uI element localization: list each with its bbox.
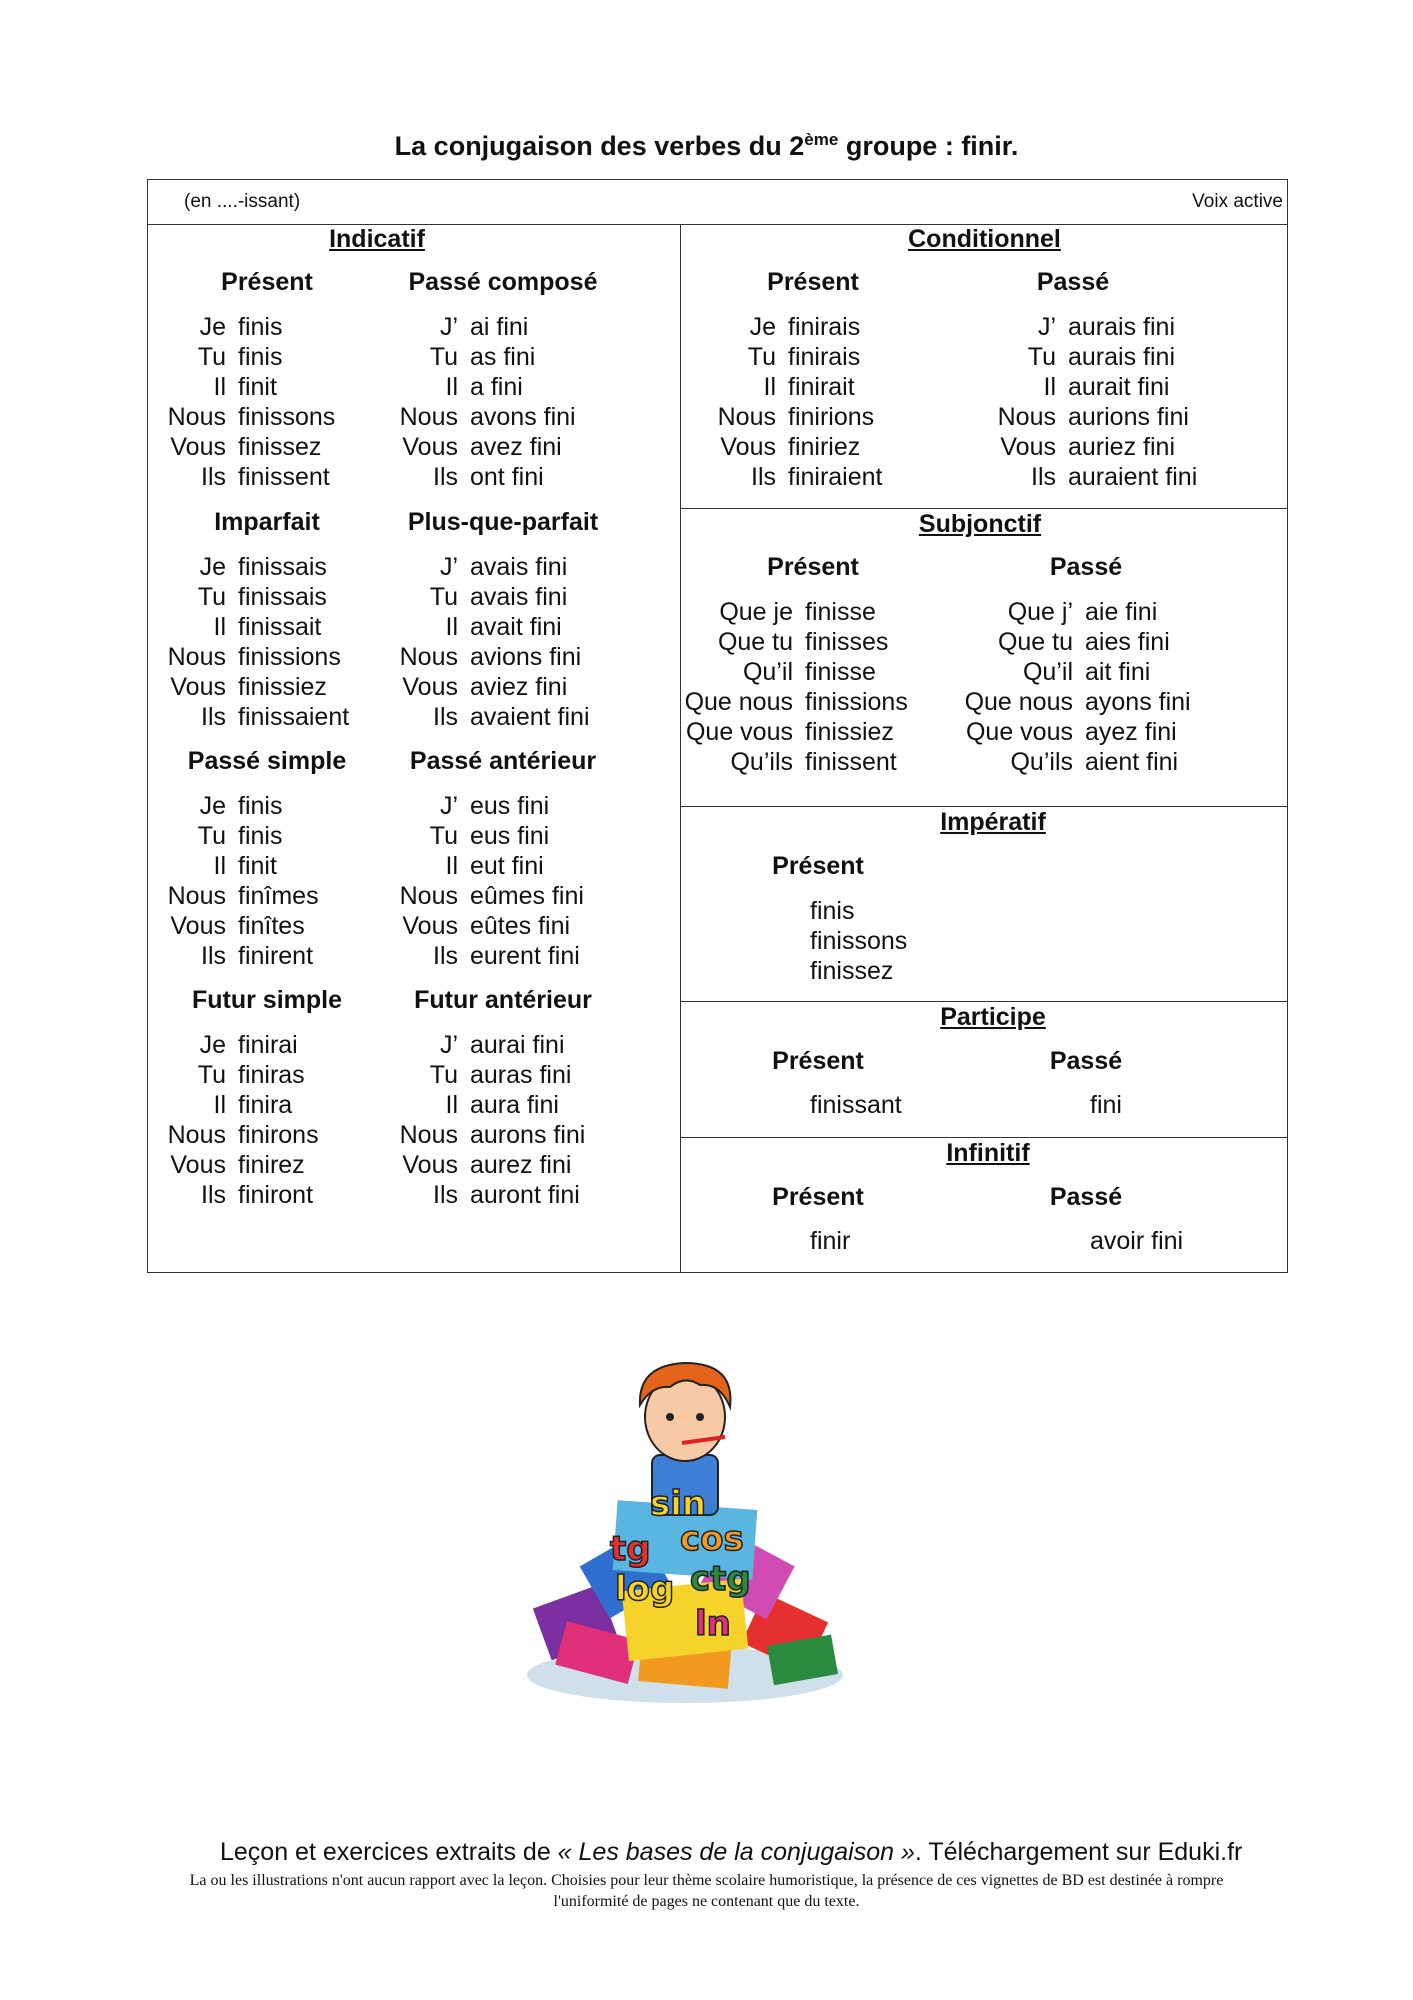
conjugation-row [958, 717, 1191, 747]
pronoun: Vous [402, 912, 458, 940]
imperatif-present-heading: Présent [772, 852, 864, 880]
conjugation-row [380, 1180, 585, 1210]
pronoun: Tu [1027, 343, 1056, 371]
verb-form: aurait fini [1068, 373, 1170, 401]
infinitif-passe [1090, 1226, 1183, 1256]
tense-heading: Présent [767, 268, 859, 296]
verb-form: finisses [805, 628, 889, 656]
infinitif-title: Infinitif [946, 1139, 1030, 1167]
conjugation-list [380, 791, 584, 971]
pronoun: Il [763, 373, 776, 401]
participe-present-heading: Présent [772, 1047, 864, 1075]
imperatif-form: finis [810, 897, 855, 925]
verb-form: avaient fini [470, 703, 590, 731]
conjugation-row [380, 552, 590, 582]
pronoun: Nous [167, 643, 226, 671]
pronoun: Ils [433, 942, 458, 970]
disclaimer-line: l'uniformité de pages ne contenant que du texte. [553, 1893, 860, 1910]
verb-form: finirai [238, 1031, 298, 1059]
pronoun: Il [445, 1091, 458, 1119]
footer-disclaimer [0, 1870, 1413, 1912]
tense-heading: Présent [221, 268, 313, 296]
pronoun: Ils [201, 463, 226, 491]
letters-ctg: ctg [690, 1559, 751, 1599]
infinitif-present-heading: Présent [772, 1183, 864, 1211]
verb-form: finis [238, 822, 283, 850]
conjugation-list [680, 597, 908, 777]
verb-form: finissiez [805, 718, 894, 746]
pronoun: Vous [402, 1151, 458, 1179]
imperatif-title: Impératif [940, 808, 1046, 836]
pronoun: Il [213, 373, 226, 401]
conjugation-row [380, 1150, 585, 1180]
pronoun: Je [199, 313, 226, 341]
conjugation-row [958, 687, 1191, 717]
verb-form: finiriez [788, 433, 861, 461]
verb-form: aurions fini [1068, 403, 1189, 431]
verb-form: aviez fini [470, 673, 568, 701]
verb-form: finisse [805, 598, 876, 626]
infinitif-passe-form: avoir fini [1090, 1227, 1184, 1255]
pronoun: J’ [439, 792, 458, 820]
pronoun: J’ [439, 553, 458, 581]
pronoun: Je [199, 553, 226, 581]
conjugation-row [148, 702, 349, 732]
conjugation-row [680, 657, 908, 687]
conjugation-row [380, 312, 576, 342]
verb-form: finissent [805, 748, 897, 776]
conjugation-row [148, 342, 335, 372]
pronoun: Je [199, 792, 226, 820]
verb-form: finis [238, 313, 283, 341]
tense-heading: Futur simple [191, 986, 342, 1014]
page-title: La conjugaison des verbes du 2ème groupe : finir. [394, 130, 1019, 161]
pronoun: Tu [429, 822, 458, 850]
pronoun: Ils [433, 1181, 458, 1209]
pronoun: Tu [197, 583, 226, 611]
verb-form: aurais fini [1068, 313, 1175, 341]
conjugation-row [380, 432, 576, 462]
conjugation-row [380, 1120, 585, 1150]
pronoun: Ils [1031, 463, 1056, 491]
verb-form: auras fini [470, 1061, 572, 1089]
disclaimer-line: La ou les illustrations n'ont aucun rapport avec la leçon. Choisies pour leur thème scolaire humoristique, la présence de ces vignettes de BD est destinée à rompre [189, 1872, 1224, 1889]
pronoun: Vous [170, 433, 226, 461]
participe-passe-heading: Passé [1049, 1047, 1123, 1075]
verb-form: finiras [238, 1061, 305, 1089]
conjugation-row [958, 597, 1191, 627]
tense-heading: Présent [767, 553, 859, 581]
conjugation-row [148, 1030, 319, 1060]
conjugation-row [380, 462, 576, 492]
tense-heading: Futur antérieur [414, 986, 592, 1014]
tense-heading: Passé antérieur [409, 747, 597, 775]
verb-form: avais fini [470, 583, 568, 611]
conjugation-row [380, 1030, 585, 1060]
imperatif-form: finissez [810, 957, 894, 985]
verb-form: ont fini [470, 463, 544, 491]
letters-sin: sin [650, 1484, 707, 1524]
pronoun: Je [199, 1031, 226, 1059]
conjugation-row [380, 402, 576, 432]
conjugation-row [148, 791, 319, 821]
verb-form: aurais fini [1068, 343, 1175, 371]
infinitif-present-form: finir [810, 1227, 851, 1255]
verb-form: finissaient [238, 703, 350, 731]
letters-ln: ln [695, 1604, 731, 1644]
letters-cos: cos [680, 1519, 744, 1559]
pronoun: Qu’il [742, 658, 793, 686]
pronoun: Tu [197, 822, 226, 850]
conjugation-list [380, 1030, 585, 1210]
pronoun: Il [445, 373, 458, 401]
conjugation-row [976, 372, 1197, 402]
verb-form: eus fini [470, 792, 550, 820]
conjugation-row [148, 552, 349, 582]
verb-form: ayez fini [1085, 718, 1177, 746]
infinitif-passe-heading: Passé [1049, 1183, 1123, 1211]
pronoun: Nous [399, 403, 458, 431]
pronoun: Que vous [685, 718, 793, 746]
verb-form: finirais [788, 313, 861, 341]
conjugation-row [380, 1060, 585, 1090]
conjugation-row [148, 911, 319, 941]
verb-form: finissions [805, 688, 908, 716]
verb-form: finit [238, 852, 277, 880]
conjugation-row [380, 672, 590, 702]
conjugation-row [958, 657, 1191, 687]
verb-form: auront fini [470, 1181, 580, 1209]
verb-form: finis [238, 792, 283, 820]
conjugation-row [380, 821, 584, 851]
conjugation-row [380, 1090, 585, 1120]
conjugation-row [696, 312, 883, 342]
verb-form: aura fini [470, 1091, 559, 1119]
pronoun: Nous [167, 882, 226, 910]
verb-form: finirent [238, 942, 314, 970]
voice-label: Voix active [1192, 191, 1283, 212]
conjugation-row [680, 627, 908, 657]
pronoun: Que je [719, 598, 793, 626]
pronoun: Ils [751, 463, 776, 491]
verb-form: finissais [238, 553, 327, 581]
pronoun: Il [1043, 373, 1056, 401]
conjugation-row [380, 881, 584, 911]
conjugation-row [148, 582, 349, 612]
verb-form: finirait [788, 373, 855, 401]
verb-form: finissiez [238, 673, 327, 701]
pronoun: Que nous [684, 688, 793, 716]
conjugation-row [380, 702, 590, 732]
pronoun: Je [749, 313, 776, 341]
verb-form: finirez [238, 1151, 305, 1179]
verb-form: aie fini [1085, 598, 1158, 626]
pronoun: Tu [429, 583, 458, 611]
conjugation-list [148, 552, 349, 732]
boy-on-books-illustration [520, 1345, 850, 1705]
verb-form: auriez fini [1068, 433, 1175, 461]
conjugation-row [680, 717, 908, 747]
verb-form: avons fini [470, 403, 576, 431]
pronoun: Il [213, 1091, 226, 1119]
pronoun: Tu [197, 1061, 226, 1089]
divider-subjonctif-imperatif [680, 806, 1287, 807]
conjugation-row [148, 941, 319, 971]
participe-title: Participe [940, 1003, 1046, 1031]
pronoun: Que tu [997, 628, 1073, 656]
tense-heading: Plus-que-parfait [407, 508, 599, 536]
imperatif-form: finissons [810, 927, 908, 955]
divider-conditionnel-subjonctif [680, 508, 1287, 509]
participe-passe [1090, 1090, 1122, 1120]
verb-form: auraient fini [1068, 463, 1198, 491]
verb-form: finissait [238, 613, 322, 641]
conjugation-row [148, 432, 335, 462]
conjugation-row [696, 372, 883, 402]
conjugation-row [680, 597, 908, 627]
verb-form: ai fini [470, 313, 529, 341]
verb-form: finissons [238, 403, 336, 431]
verb-form: aies fini [1085, 628, 1170, 656]
conjugation-row [148, 372, 335, 402]
participe-passe-form: fini [1090, 1091, 1122, 1119]
conjugation-row [380, 582, 590, 612]
verb-form: finissions [238, 643, 341, 671]
tense-heading: Imparfait [214, 508, 320, 536]
conjugation-list [976, 312, 1197, 492]
pronoun: Vous [170, 912, 226, 940]
conjugation-list [148, 312, 335, 492]
verb-form: finirais [788, 343, 861, 371]
indicatif-title: Indicatif [329, 225, 425, 253]
verb-form: finîtes [238, 912, 305, 940]
conjugation-row [148, 672, 349, 702]
pronoun: Nous [399, 1121, 458, 1149]
tense-heading: Passé composé [408, 268, 598, 296]
pronoun: Tu [197, 343, 226, 371]
conjugation-row [148, 312, 335, 342]
verb-form: finiraient [788, 463, 883, 491]
conjugation-row [148, 462, 335, 492]
conjugation-row [696, 432, 883, 462]
verb-form: aurai fini [470, 1031, 565, 1059]
pronoun: Nous [167, 1121, 226, 1149]
tense-heading: Passé [1049, 553, 1123, 581]
conjugation-row [148, 851, 319, 881]
pronoun: Tu [429, 343, 458, 371]
conjugation-row [148, 1180, 319, 1210]
verb-form: eurent fini [470, 942, 580, 970]
conjugation-row [696, 402, 883, 432]
pronoun: Nous [167, 403, 226, 431]
conjugation-row [380, 851, 584, 881]
conjugation-list [380, 312, 576, 492]
verb-form: avait fini [470, 613, 562, 641]
conjugation-row [148, 1060, 319, 1090]
conjugation-row [680, 687, 908, 717]
conjugation-row [958, 627, 1191, 657]
conjugation-list [958, 597, 1191, 777]
participe-present-form: finissant [810, 1091, 902, 1119]
verb-form: finissez [238, 433, 322, 461]
conjugation-row [380, 791, 584, 821]
verb-form: aurez fini [470, 1151, 572, 1179]
verb-form: finissent [238, 463, 330, 491]
pronoun: Vous [170, 1151, 226, 1179]
pronoun: Nous [997, 403, 1056, 431]
subjonctif-title: Subjonctif [918, 510, 1042, 538]
pronoun: Que nous [964, 688, 1073, 716]
pronoun: Vous [402, 433, 458, 461]
pronoun: Nous [717, 403, 776, 431]
conjugation-row [380, 342, 576, 372]
conjugation-row [696, 342, 883, 372]
conjugation-row [976, 402, 1197, 432]
verb-form: finit [238, 373, 277, 401]
conjugation-list [148, 791, 319, 971]
conjugation-row [148, 1120, 319, 1150]
pronoun: Il [213, 852, 226, 880]
verb-form: avions fini [470, 643, 582, 671]
verb-form: avez fini [470, 433, 562, 461]
tense-heading: Passé simple [187, 747, 347, 775]
verb-form: finirons [238, 1121, 319, 1149]
pronoun: Ils [201, 942, 226, 970]
conjugation-row [976, 342, 1197, 372]
verb-form: as fini [470, 343, 536, 371]
conjugation-row [680, 747, 908, 777]
verb-form: eûtes fini [470, 912, 571, 940]
conjugation-row [976, 432, 1197, 462]
imperatif-forms [810, 896, 907, 986]
conjugation-row [148, 1090, 319, 1120]
pronoun: J’ [439, 313, 458, 341]
verb-form: finisse [805, 658, 876, 686]
conjugation-row [148, 402, 335, 432]
pronoun: Vous [1000, 433, 1056, 461]
participle-note: (en ....-issant) [184, 191, 301, 212]
conditionnel-title: Conditionnel [908, 225, 1061, 253]
verb-form: ayons fini [1085, 688, 1191, 716]
pronoun: Ils [201, 1181, 226, 1209]
footer-source: Leçon et exercices extraits de « Les bases de la conjugaison ». Téléchargement sur Eduki.fr [220, 1838, 1243, 1866]
pronoun: Qu’il [1022, 658, 1073, 686]
verb-form: eus fini [470, 822, 550, 850]
pronoun: Tu [747, 343, 776, 371]
pronoun: Vous [720, 433, 776, 461]
pronoun: Ils [433, 703, 458, 731]
pronoun: Vous [170, 673, 226, 701]
conjugation-row [380, 612, 590, 642]
conjugation-row [380, 372, 576, 402]
divider-participe-infinitif [680, 1137, 1287, 1138]
verb-form: finira [238, 1091, 293, 1119]
conjugation-row [976, 462, 1197, 492]
verb-form: finîmes [238, 882, 319, 910]
conjugation-list [696, 312, 883, 492]
conjugation-table [147, 179, 1288, 1273]
verb-form: finis [238, 343, 283, 371]
pronoun: Il [213, 613, 226, 641]
conjugation-row [380, 911, 584, 941]
divider-imperatif-participe [680, 1001, 1287, 1002]
conjugation-row [958, 747, 1191, 777]
verb-form: aient fini [1085, 748, 1179, 776]
infinitif-present [810, 1226, 850, 1256]
verb-form: finiront [238, 1181, 314, 1209]
verb-form: eûmes fini [470, 882, 584, 910]
conjugation-row [696, 462, 883, 492]
pronoun: Nous [399, 643, 458, 671]
table-header [148, 180, 1287, 225]
verb-form: ait fini [1085, 658, 1151, 686]
conjugation-row [976, 312, 1197, 342]
pronoun: J’ [1037, 313, 1056, 341]
verb-form: eut fini [470, 852, 544, 880]
pronoun: Nous [399, 882, 458, 910]
verb-form: finissais [238, 583, 327, 611]
pronoun: Il [445, 613, 458, 641]
pronoun: Ils [201, 703, 226, 731]
pronoun: Tu [429, 1061, 458, 1089]
letters-log: log [615, 1569, 675, 1609]
letters-tg: tg [610, 1529, 651, 1569]
conjugation-row [148, 881, 319, 911]
tense-heading: Passé [1036, 268, 1110, 296]
conjugation-row [148, 1150, 319, 1180]
verb-form: finirions [788, 403, 875, 431]
conjugation-row [380, 642, 590, 672]
verb-form: aurons fini [470, 1121, 586, 1149]
pronoun: Ils [433, 463, 458, 491]
conjugation-row [380, 941, 584, 971]
verb-form: a fini [470, 373, 523, 401]
pronoun: Que tu [717, 628, 793, 656]
verb-form: avais fini [470, 553, 568, 581]
conjugation-list [380, 552, 590, 732]
pronoun: Que vous [965, 718, 1073, 746]
pronoun: Que j’ [1007, 598, 1073, 626]
conjugation-row [148, 821, 319, 851]
conjugation-list [148, 1030, 319, 1210]
pronoun: Vous [402, 673, 458, 701]
conjugation-row [148, 612, 349, 642]
pronoun: Qu’ils [1010, 748, 1073, 776]
pronoun: Il [445, 852, 458, 880]
pronoun: Qu’ils [730, 748, 793, 776]
pronoun: J’ [439, 1031, 458, 1059]
conjugation-row [148, 642, 349, 672]
participe-present [810, 1090, 902, 1120]
